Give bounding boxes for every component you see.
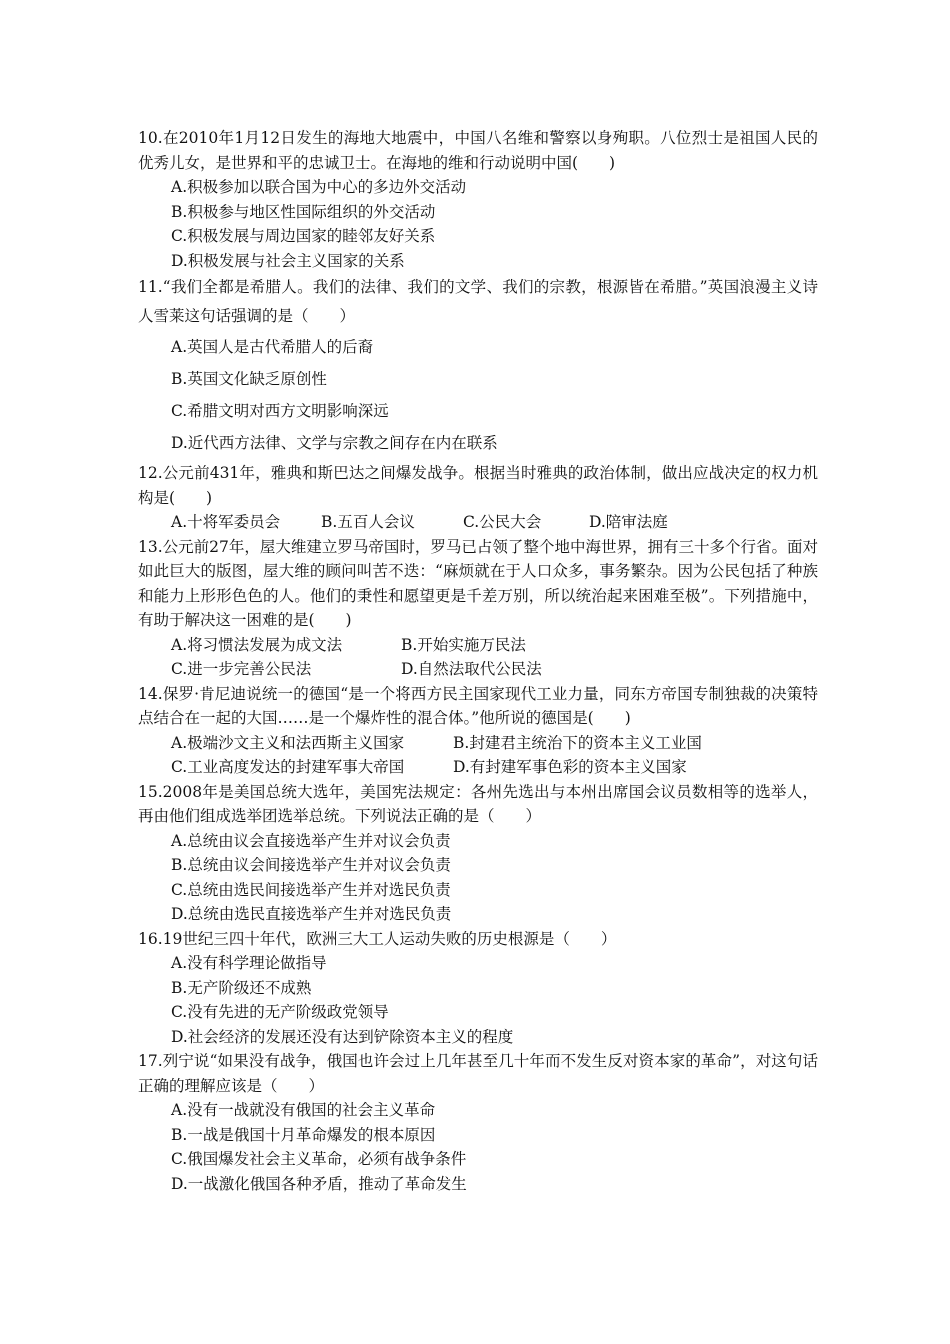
option-a: A.总统由议会直接选举产生并对议会负责 <box>171 831 451 850</box>
question-stem: 14.保罗·肯尼迪说统一的德国“是一个将西方民主国家现代工业力量，同东方帝国专制独裁的决策特点结合在一起的大国……是一个爆炸性的混合体。”他所说的德国是( ) <box>138 684 818 727</box>
option-a: A.极端沙文主义和法西斯主义国家 <box>171 733 405 752</box>
option-c: C.积极发展与周边国家的睦邻友好关系 <box>171 227 436 245</box>
option-d: D.积极发展与社会主义国家的关系 <box>171 251 405 270</box>
option-c: C.工业高度发达的封建军事大帝国 <box>171 758 405 776</box>
exam-page <box>138 126 818 1196</box>
option-b: B.英国文化缺乏原创性 <box>171 370 327 388</box>
options-row <box>171 510 818 535</box>
option-d: D.社会经济的发展还没有达到铲除资本主义的程度 <box>171 1027 514 1046</box>
question-stem: 13.公元前27年，屋大维建立罗马帝国时，罗马已占领了整个地中海世界，拥有三十多个行省。面对如此巨大的版图，屋大维的顾问叫苦不迭：“麻烦就在于人口众多，事务繁杂。因为公民包括了种族和能力上形形色色的人。他们的秉性和愿望更是千差万别，所以统治起来困难至极”。下列措施中，有助于解决这一困难的是( ) <box>138 537 818 629</box>
question-13 <box>138 535 818 682</box>
options-row <box>171 657 818 682</box>
options-row <box>171 633 818 658</box>
option-d: D.总统由选民直接选举产生并对选民负责 <box>171 905 452 923</box>
question-stem: 11.“我们全都是希腊人。我们的法律、我们的文学、我们的宗教，根源皆在希腊。”英国浪漫主义诗人雪莱这句话强调的是（ ） <box>138 278 818 325</box>
options-row <box>171 731 818 756</box>
question-stem: 15.2008年是美国总统大选年，美国宪法规定：各州先选出与本州出席国会议员数相等的选举人，再由他们组成选举团选举总统。下列说法正确的是（ ） <box>138 782 818 825</box>
option-b: B.积极参与地区性国际组织的外交活动 <box>171 202 436 221</box>
option-c: C.公民大会 <box>463 513 542 531</box>
question-10 <box>138 126 818 273</box>
question-17 <box>138 1049 818 1196</box>
option-a: A.英国人是古代希腊人的后裔 <box>171 338 374 356</box>
question-12 <box>138 461 818 535</box>
option-b: B.开始实施万民法 <box>401 635 526 654</box>
question-stem: 16.19世纪三四十年代，欧洲三大工人运动失败的历史根源是（ ） <box>138 929 617 948</box>
option-d: D.近代西方法律、文学与宗教之间存在内在联系 <box>171 434 498 452</box>
option-b: B.总统由议会间接选举产生并对议会负责 <box>171 856 451 874</box>
option-c: C.俄国爆发社会主义革命，必须有战争条件 <box>171 1150 467 1168</box>
option-a: A.将习惯法发展为成文法 <box>171 635 343 654</box>
option-b: B.封建君主统治下的资本主义工业国 <box>453 733 702 752</box>
question-stem: 12.公元前431年，雅典和斯巴达之间爆发战争。根据当时雅典的政治体制，做出应战决定的权力机构是( ) <box>138 464 818 507</box>
question-11 <box>138 273 818 459</box>
option-c: C.进一步完善公民法 <box>171 660 312 678</box>
question-stem: 17.列宁说“如果没有战争，俄国也许会过上几年甚至几十年而不发生反对资本家的革命”，对这句话正确的理解应该是（ ） <box>138 1052 818 1095</box>
question-15 <box>138 780 818 927</box>
options-row <box>171 755 818 780</box>
option-a: A.没有科学理论做指导 <box>171 954 327 972</box>
option-b: B.一战是俄国十月革命爆发的根本原因 <box>171 1125 436 1144</box>
option-d: D.一战激化俄国各种矛盾，推动了革命发生 <box>171 1174 467 1193</box>
question-16 <box>138 927 818 1050</box>
option-b: B.五百人会议 <box>321 513 415 531</box>
question-14 <box>138 682 818 780</box>
option-b: B.无产阶级还不成熟 <box>171 978 312 997</box>
option-d: D.自然法取代公民法 <box>401 660 542 678</box>
option-a: A.积极参加以联合国为中心的多边外交活动 <box>171 178 467 196</box>
option-a: A.十将军委员会 <box>171 513 281 531</box>
option-d: D.陪审法庭 <box>589 513 668 531</box>
option-d: D.有封建军事色彩的资本主义国家 <box>453 758 687 776</box>
option-c: C.没有先进的无产阶级政党领导 <box>171 1003 389 1021</box>
option-c: C.总统由选民间接选举产生并对选民负责 <box>171 880 451 899</box>
option-c: C.希腊文明对西方文明影响深远 <box>171 402 389 420</box>
option-a: A.没有一战就没有俄国的社会主义革命 <box>171 1101 436 1119</box>
question-stem: 10.在2010年1月12日发生的海地大地震中，中国八名维和警察以身殉职。八位烈士是祖国人民的优秀儿女，是世界和平的忠诚卫士。在海地的维和行动说明中国( ) <box>138 129 818 172</box>
